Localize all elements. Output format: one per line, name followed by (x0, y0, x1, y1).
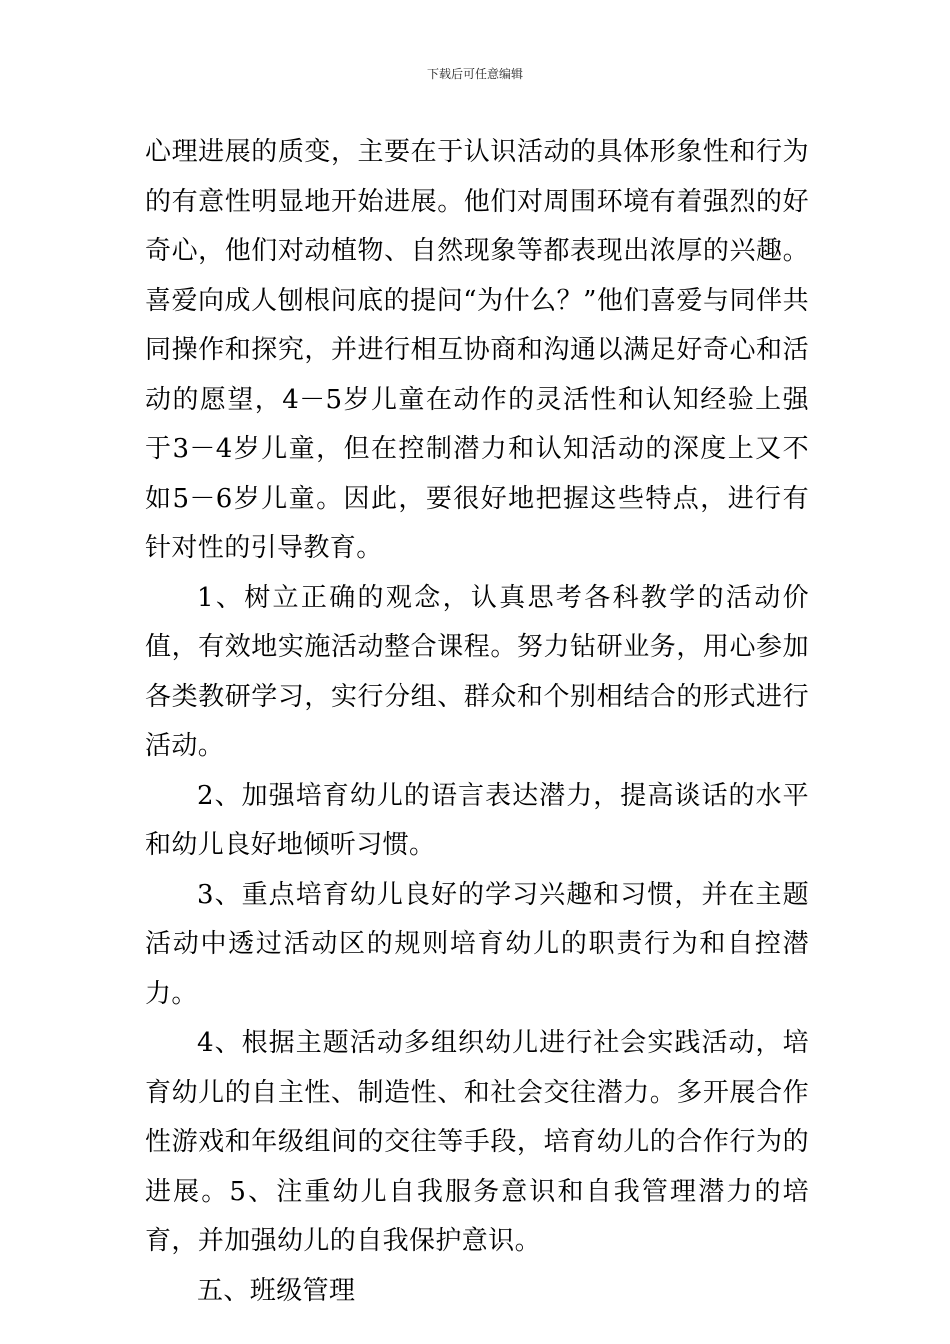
paragraph-item-3: 3、重点培育幼儿良好的学习兴趣和习惯，并在主题活动中透过活动区的规则培育幼儿的职责行为和自控潜力。 (145, 879, 809, 1009)
paragraph-intro: 心理进展的质变，主要在于认识活动的具体形象性和行为的有意性明显地开始进展。他们对周围环境有着强烈的好奇心，他们对动植物、自然现象等都表现出浓厚的兴趣。喜爱向成人刨根问底的提问“为什么？”他们喜爱与同伴共同操作和探究，并进行相互协商和沟通以满足好奇心和活动的愿望，4－5岁儿童在动作的灵活性和认知经验上强于3－4岁儿童，但在控制潜力和认知活动的深度上又不如5－6岁儿童。因此，要很好地把握这些特点，进行有针对性的引导教育。 (145, 137, 809, 563)
paragraph-item-4-5: 4、根据主题活动多组织幼儿进行社会实践活动，培育幼儿的自主性、制造性、和社会交往潜力。多开展合作性游戏和年级组间的交往等手段，培育幼儿的合作行为的进展。5、注重幼儿自我服务意识和自我管理潜力的培育，并加强幼儿的自我保护意识。 (145, 1028, 809, 1256)
document-body (145, 128, 809, 1316)
page-header: 下载后可任意编辑 (426, 67, 523, 81)
paragraph-item-1: 1、树立正确的观念，认真思考各科教学的活动价值，有效地实施活动整合课程。努力钻研业务，用心参加各类教研学习，实行分组、群众和个别相结合的形式进行活动。 (145, 582, 809, 761)
section-heading-class-management: 五、班级管理 (197, 1275, 356, 1306)
paragraph-item-2: 2、加强培育幼儿的语言表达潜力，提高谈话的水平和幼儿良好地倾听习惯。 (145, 780, 809, 860)
